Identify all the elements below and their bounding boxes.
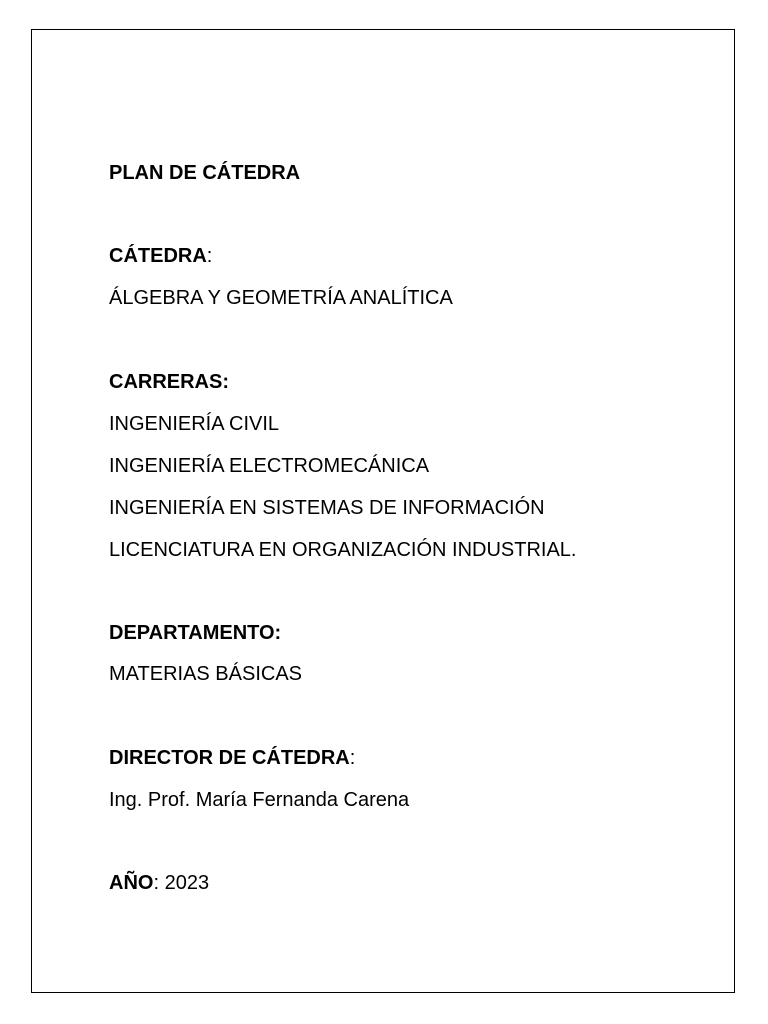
director-label: DIRECTOR DE CÁTEDRA (109, 747, 350, 769)
carrera-item: INGENIERÍA CIVIL (109, 413, 280, 435)
catedra-label: CÁTEDRA (109, 245, 207, 267)
carrera-item: INGENIERÍA EN SISTEMAS DE INFORMACIÓN (109, 497, 545, 519)
catedra-heading (109, 244, 212, 268)
director-heading (109, 746, 355, 770)
carreras-label: CARRERAS: (109, 371, 229, 393)
anio-value: 2023 (164, 872, 210, 894)
departamento-label: DEPARTAMENTO: (109, 622, 282, 644)
anio-line (109, 871, 209, 895)
catedra-value: ÁLGEBRA Y GEOMETRÍA ANALÍTICA (109, 287, 453, 309)
director-separator: : (349, 747, 356, 769)
director-value: Ing. Prof. María Fernanda Carena (109, 789, 410, 811)
document-title: PLAN DE CÁTEDRA (109, 162, 301, 184)
catedra-separator: : (206, 245, 213, 267)
anio-label: AÑO (109, 872, 154, 894)
departamento-value: MATERIAS BÁSICAS (109, 663, 303, 685)
carrera-item: LICENCIATURA EN ORGANIZACIÓN INDUSTRIAL. (109, 539, 577, 561)
carrera-item: INGENIERÍA ELECTROMECÁNICA (109, 455, 430, 477)
anio-separator: : (153, 872, 165, 894)
